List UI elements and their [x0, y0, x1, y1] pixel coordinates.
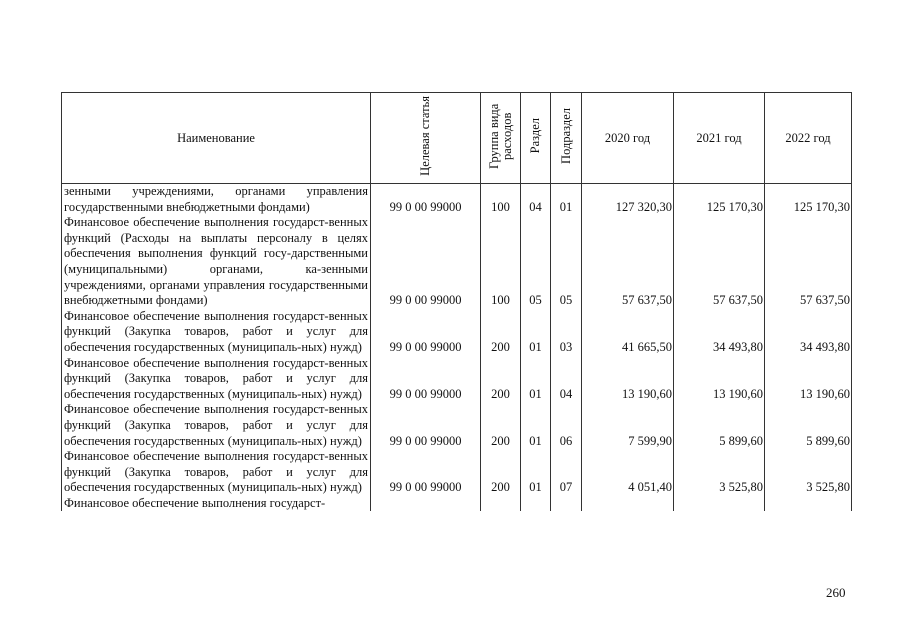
table-row — [62, 215, 852, 309]
page-number: 260 — [826, 585, 846, 600]
cell-2020: 57 637,50 — [582, 215, 674, 309]
cell-2021: 13 190,60 — [674, 356, 765, 403]
cell-section: 04 — [521, 184, 551, 216]
cell-name: Финансовое обеспечение выполнения государст-венных функций (Закупка товаров, работ и услуг для обеспечения государственных (муниципаль-ных) нужд) — [62, 449, 371, 496]
cell-subsection: 07 — [551, 449, 582, 496]
cell-group: 200 — [481, 356, 521, 403]
header-2020: 2020 год — [582, 93, 674, 184]
cell-2020: 4 051,40 — [582, 449, 674, 496]
cell-section: 01 — [521, 309, 551, 356]
cell-target — [371, 496, 481, 512]
cell-target: 99 0 00 99000 — [371, 402, 481, 449]
cell-group — [481, 496, 521, 512]
cell-subsection: 06 — [551, 402, 582, 449]
header-2021: 2021 год — [674, 93, 765, 184]
cell-section: 01 — [521, 449, 551, 496]
cell-subsection: 01 — [551, 184, 582, 216]
cell-2021: 3 525,80 — [674, 449, 765, 496]
cell-section — [521, 496, 551, 512]
cell-target: 99 0 00 99000 — [371, 449, 481, 496]
table-row — [62, 356, 852, 403]
cell-name: зенными учреждениями, органами управления государственными внебюджетными фондами) — [62, 184, 371, 216]
cell-2020: 41 665,50 — [582, 309, 674, 356]
table-body — [62, 184, 852, 512]
table-header-row — [62, 93, 852, 184]
cell-2020 — [582, 496, 674, 512]
cell-subsection: 05 — [551, 215, 582, 309]
table-row — [62, 184, 852, 216]
cell-2022: 34 493,80 — [765, 309, 852, 356]
table-row — [62, 449, 852, 496]
cell-target: 99 0 00 99000 — [371, 309, 481, 356]
header-subsection: Подраздел — [551, 93, 582, 184]
header-group: Группа вида расходов — [481, 93, 521, 184]
cell-2020: 127 320,30 — [582, 184, 674, 216]
cell-name: Финансовое обеспечение выполнения государст-венных функций (Закупка товаров, работ и услуг для обеспечения государственных (муниципаль-ных) нужд) — [62, 309, 371, 356]
cell-name: Финансовое обеспечение выполнения государст-венных функций (Расходы на выплаты персоналу в целях обеспечения выполнения функций госу-дарственными (муниципальными) органами, ка-зенными учреждениями, органами управления государственными внебюджетными фондами) — [62, 215, 371, 309]
cell-2020: 7 599,90 — [582, 402, 674, 449]
cell-section: 01 — [521, 356, 551, 403]
header-section: Раздел — [521, 93, 551, 184]
budget-table — [61, 92, 852, 511]
cell-name: Финансовое обеспечение выполнения государст- — [62, 496, 371, 512]
cell-2022: 57 637,50 — [765, 215, 852, 309]
table-row — [62, 309, 852, 356]
cell-group: 200 — [481, 309, 521, 356]
cell-name: Финансовое обеспечение выполнения государст-венных функций (Закупка товаров, работ и услуг для обеспечения государственных (муниципаль-ных) нужд) — [62, 402, 371, 449]
cell-target: 99 0 00 99000 — [371, 215, 481, 309]
header-target: Целевая статья — [371, 93, 481, 184]
cell-2021 — [674, 496, 765, 512]
cell-2021: 57 637,50 — [674, 215, 765, 309]
cell-section: 05 — [521, 215, 551, 309]
cell-group: 100 — [481, 215, 521, 309]
cell-group: 100 — [481, 184, 521, 216]
cell-section: 01 — [521, 402, 551, 449]
cell-subsection: 03 — [551, 309, 582, 356]
cell-subsection: 04 — [551, 356, 582, 403]
cell-2022: 125 170,30 — [765, 184, 852, 216]
cell-2022 — [765, 496, 852, 512]
cell-name: Финансовое обеспечение выполнения государст-венных функций (Закупка товаров, работ и услуг для обеспечения государственных (муниципаль-ных) нужд) — [62, 356, 371, 403]
table-row — [62, 402, 852, 449]
cell-2022: 3 525,80 — [765, 449, 852, 496]
cell-target: 99 0 00 99000 — [371, 356, 481, 403]
cell-2020: 13 190,60 — [582, 356, 674, 403]
cell-2021: 125 170,30 — [674, 184, 765, 216]
header-name: Наименование — [62, 93, 371, 184]
cell-group: 200 — [481, 402, 521, 449]
cell-group: 200 — [481, 449, 521, 496]
cell-2022: 5 899,60 — [765, 402, 852, 449]
cell-2021: 34 493,80 — [674, 309, 765, 356]
header-2022: 2022 год — [765, 93, 852, 184]
table-row — [62, 496, 852, 512]
cell-target: 99 0 00 99000 — [371, 184, 481, 216]
cell-2021: 5 899,60 — [674, 402, 765, 449]
cell-subsection — [551, 496, 582, 512]
cell-2022: 13 190,60 — [765, 356, 852, 403]
